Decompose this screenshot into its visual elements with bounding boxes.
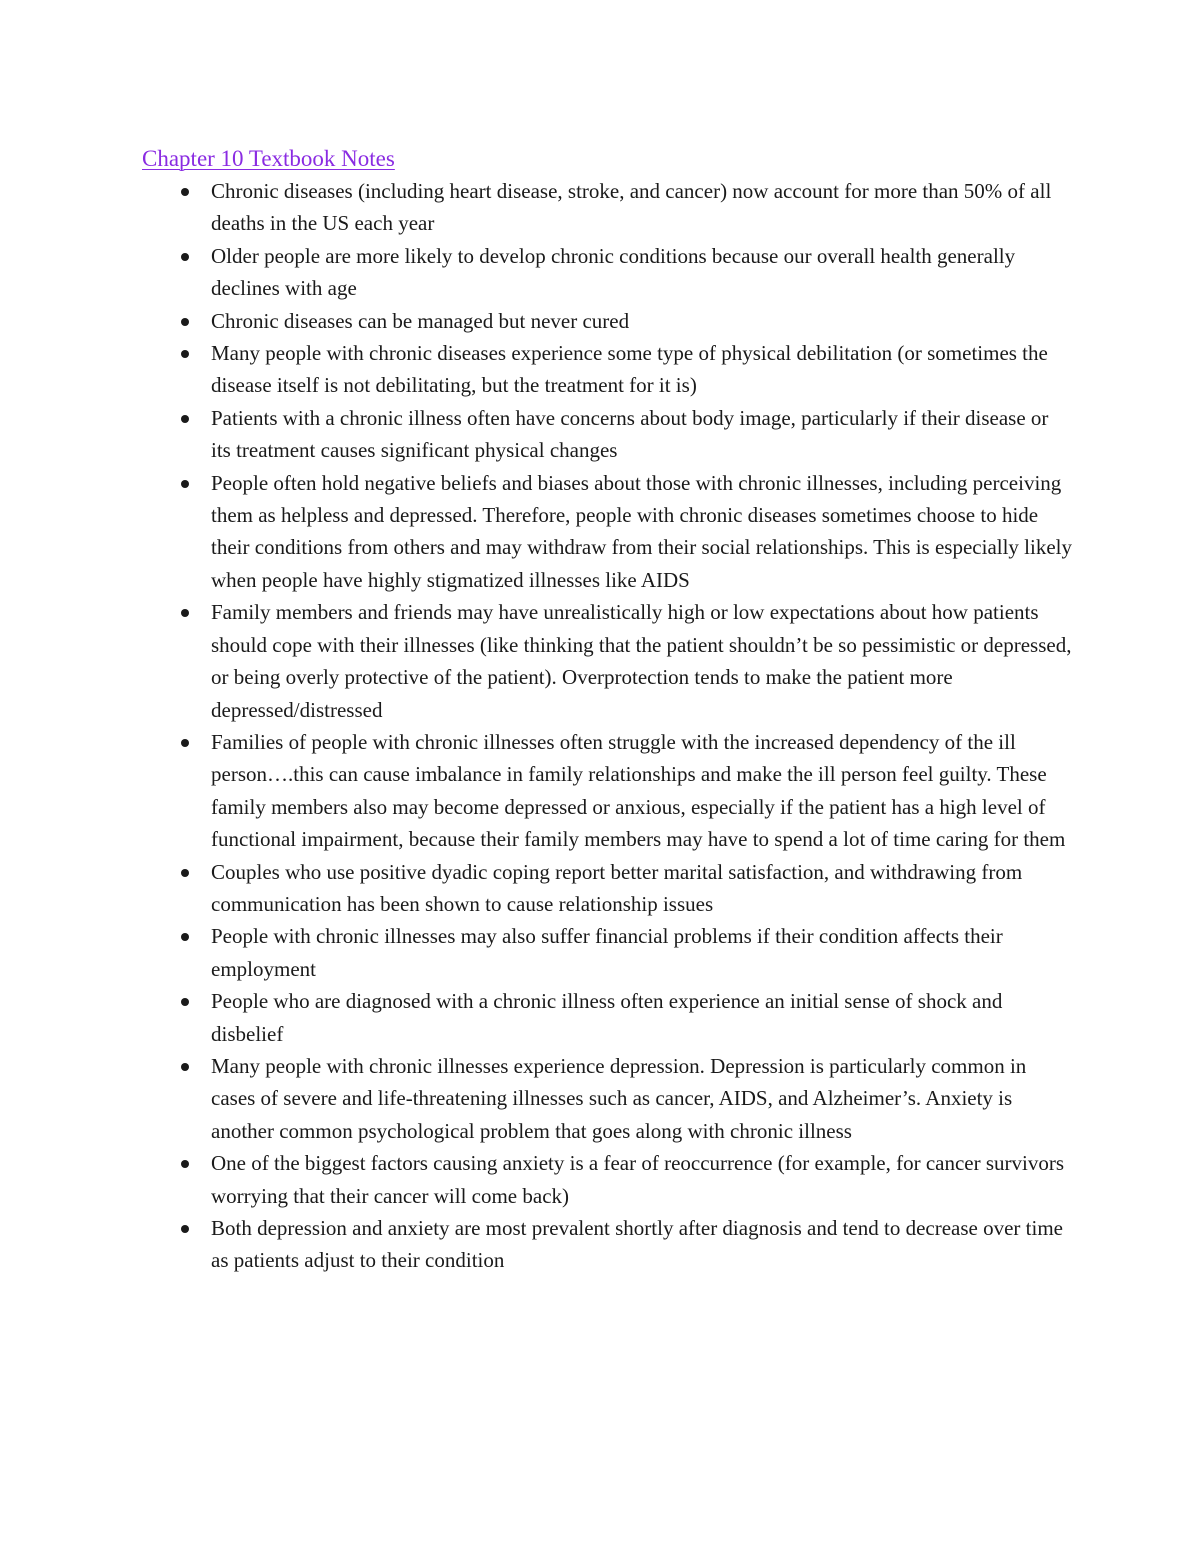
bullet-icon — [181, 739, 189, 747]
bullet-icon — [181, 415, 189, 423]
note-item — [142, 240, 1072, 305]
note-text: Many people with chronic illnesses experience depression. Depression is particularly common in cases of severe and life-threatening illnesses such as cancer, AIDS, and Alzheimer’s. Anxiety is another common psychological problem that goes along with chronic illness — [211, 1053, 1027, 1143]
note-item — [142, 596, 1072, 726]
note-item — [142, 175, 1072, 240]
note-text: People who are diagnosed with a chronic illness often experience an initial sense of shock and disbelief — [211, 989, 1003, 1046]
bullet-icon — [181, 1063, 189, 1071]
document-body — [142, 142, 1072, 1277]
note-text: Older people are more likely to develop chronic conditions because our overall health generally declines with age — [211, 243, 1016, 301]
bullet-icon — [181, 933, 189, 941]
note-item — [142, 467, 1072, 597]
bullet-icon — [181, 1160, 189, 1168]
notes-list — [142, 175, 1072, 1277]
note-item — [142, 856, 1072, 921]
bullet-icon — [181, 869, 189, 877]
note-text: People often hold negative beliefs and biases about those with chronic illnesses, including perceiving them as helpless and depressed. Therefore, people with chronic diseases sometimes choose to hide their conditions from others and may withdraw from their social relationships. This is especially likely when people have highly stigmatized illnesses like AIDS — [211, 470, 1073, 592]
note-text: People with chronic illnesses may also suffer financial problems if their condition affects their employment — [211, 924, 1003, 981]
note-item — [142, 305, 1072, 337]
bullet-icon — [181, 609, 189, 617]
note-text: Many people with chronic diseases experience some type of physical debilitation (or sometimes the disease itself is not debilitating, but the treatment for it is) — [211, 341, 1048, 398]
note-text: Family members and friends may have unrealistically high or low expectations about how patients should cope with their illnesses (like thinking that the patient shouldn’t be so pessimistic or depressed, or being overly protective of the patient). Overprotection tends to make the patient more depressed/distressed — [211, 600, 1072, 722]
note-text: Patients with a chronic illness often have concerns about body image, particularly if their disease or its treatment causes significant physical changes — [211, 405, 1049, 463]
note-text: Families of people with chronic illnesses often struggle with the increased dependency of the ill person….this can cause imbalance in family relationships and make the ill person feel guilty. These family members also may become depressed or anxious, especially if the patient has a high level of functional impairment, because their family members may have to spend a lot of time caring for them — [211, 729, 1066, 852]
bullet-icon — [181, 318, 189, 326]
bullet-icon — [181, 998, 189, 1006]
note-item — [142, 726, 1072, 856]
note-text: Chronic diseases (including heart disease, stroke, and cancer) now account for more than 50% of all deaths in the US each year — [211, 179, 1052, 236]
bullet-icon — [181, 1225, 189, 1233]
note-item — [142, 1147, 1072, 1212]
note-item — [142, 402, 1072, 467]
note-text: Couples who use positive dyadic coping report better marital satisfaction, and withdrawing from communication has been shown to cause relationship issues — [211, 859, 1023, 916]
bullet-icon — [181, 350, 189, 358]
note-item — [142, 985, 1072, 1050]
note-item — [142, 920, 1072, 985]
bullet-icon — [181, 480, 189, 488]
note-text: Chronic diseases can be managed but never cured — [211, 308, 630, 333]
bullet-icon — [181, 253, 189, 261]
note-text: Both depression and anxiety are most prevalent shortly after diagnosis and tend to decrease over time as patients adjust to their condition — [211, 1216, 1063, 1273]
document-title: Chapter 10 Textbook Notes — [142, 146, 395, 171]
note-item — [142, 1212, 1072, 1277]
note-text: One of the biggest factors causing anxiety is a fear of reoccurrence (for example, for cancer survivors worrying that their cancer will come back) — [211, 1151, 1065, 1208]
bullet-icon — [181, 188, 189, 196]
note-item — [142, 337, 1072, 402]
note-item — [142, 1050, 1072, 1147]
